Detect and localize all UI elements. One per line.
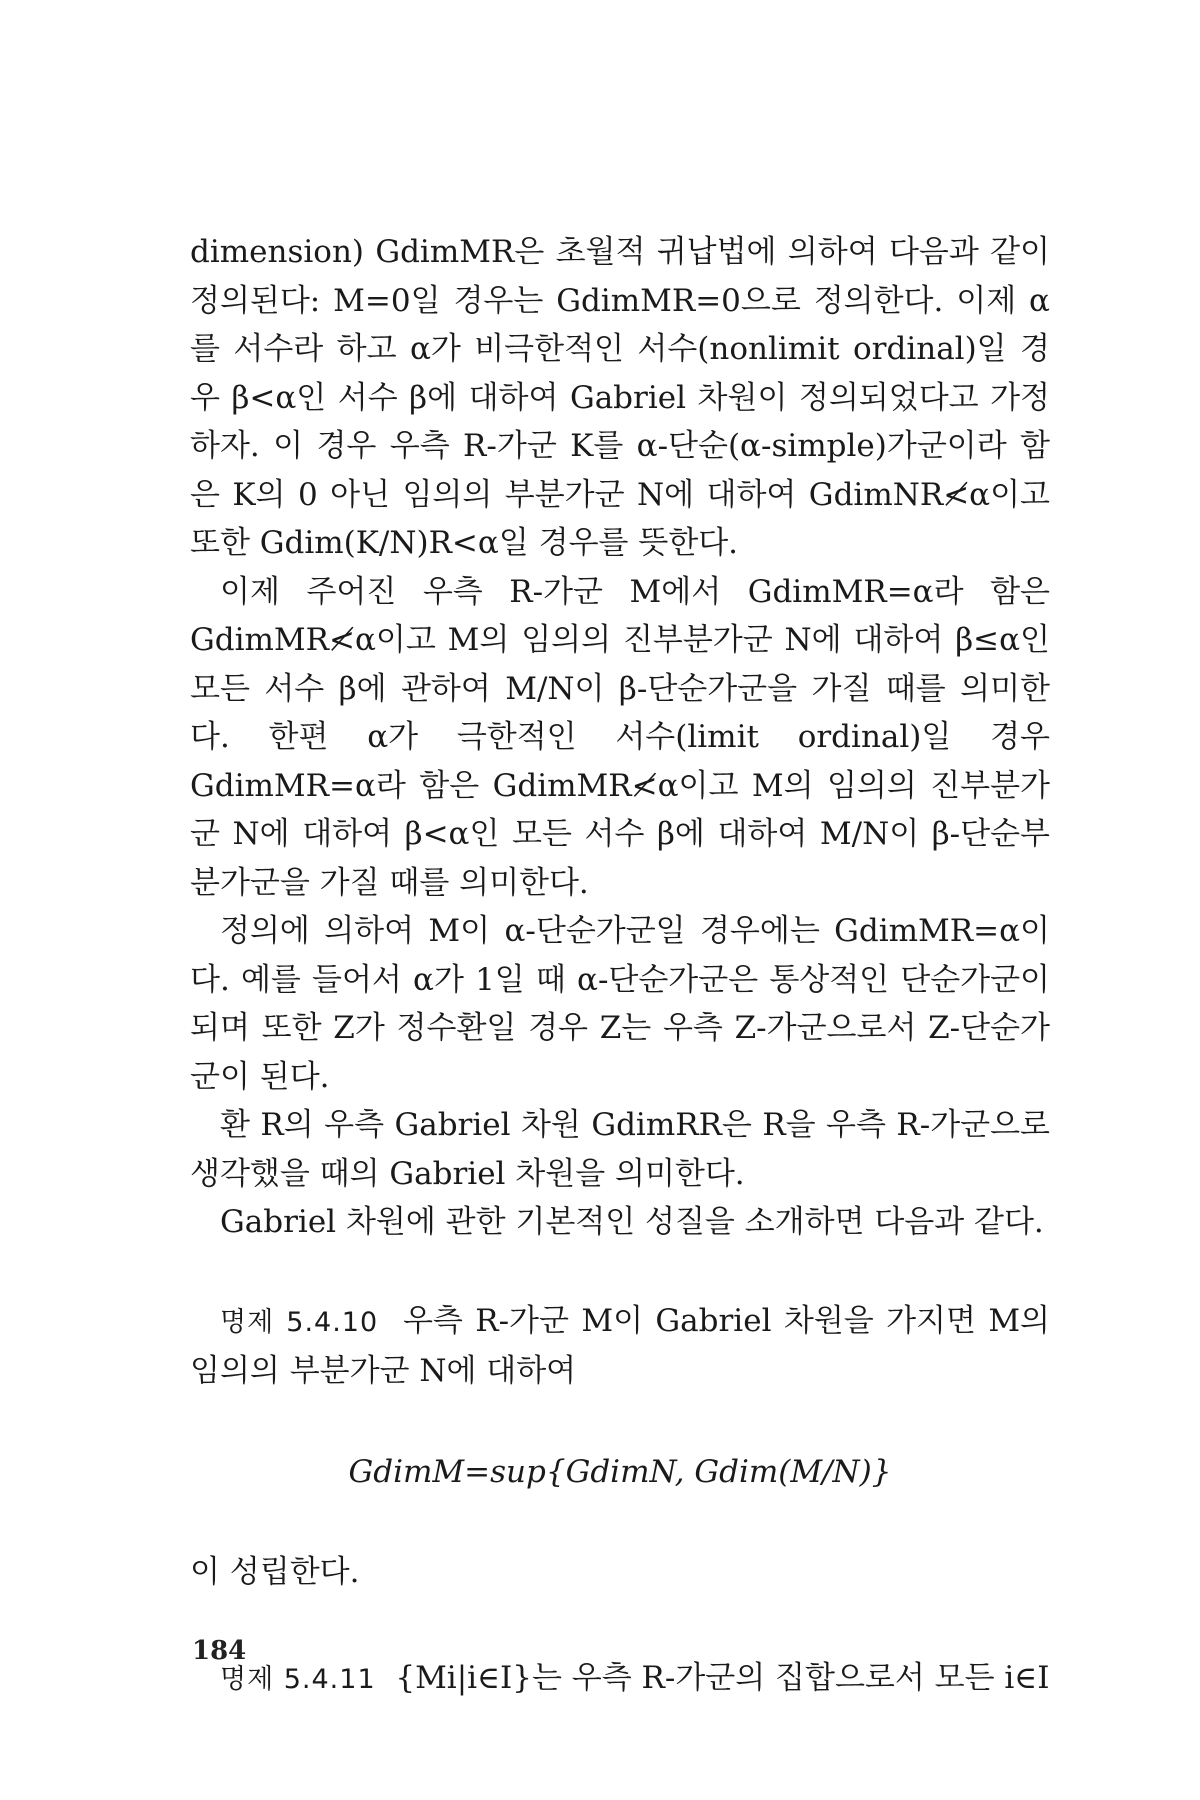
- proposition-label: 명제 5.4.11: [220, 1663, 376, 1695]
- proposition-5-4-10: [190, 1297, 1050, 1396]
- paragraph-intro-properties: Gabriel 차원에 관한 기본적인 성질을 소개하면 다음과 같다.: [220, 1204, 1044, 1240]
- paragraph-example: 정의에 의하여 M이 α-단순가군일 경우에는 GdimMR=α이다. 예를 들어서 α가 1일 때 α-단순가군은 통상적인 단순가군이 되며 또한 Z가 정수환일 경우 Z는 우측 Z-가군으로서 Z-단순가군이 된다.: [190, 913, 1050, 1095]
- proposition-text: 우측 R-가군 M이 Gabriel 차원을 가지면 M의 임의의 부분가군 N에 대하여: [190, 1302, 1051, 1389]
- paragraph-ring-dimension: 환 R의 우측 Gabriel 차원 GdimRR은 R을 우측 R-가군으로 생각했을 때의 Gabriel 차원을 의미한다.: [190, 1107, 1050, 1192]
- page-number: 184: [192, 1636, 247, 1666]
- page-body: [190, 228, 1050, 1704]
- proposition-text: {Mi|i∈I}는 우측 R-가군의 집합으로서 모든 i∈I: [395, 1659, 1050, 1696]
- paragraph-gdim-definition: 이제 주어진 우측 R-가군 M에서 GdimMR=α라 함은 GdimMR≮α이고 M의 임의의 진부분가군 N에 대하여 β≤α인 모든 서수 β에 관하여 M/N이 β-단순가군을 가질 때를 의미한다. 한편 α가 극한적인 서수(limit ordinal)일 경우 GdimMR=α라 함은 GdimMR≮α이고 M의 임의의 진부분가군 N에 대하여 β<α인 모든 서수 β에 대하여 M/N이 β-단순부분가군을 가질 때를 의미한다.: [190, 573, 1050, 901]
- formula-gdim-sup: GdimM=sup{GdimN, Gdim(M/N)}: [348, 1453, 892, 1490]
- proposition-conclusion: 이 성립한다.: [190, 1553, 360, 1590]
- proposition-label: 명제 5.4.10: [220, 1306, 379, 1338]
- proposition-5-4-11: [190, 1654, 1050, 1705]
- paragraph-definition: dimension) GdimMR은 초월적 귀납법에 의하여 다음과 같이 정의된다: M=0일 경우는 GdimMR=0으로 정의한다. 이제 α를 서수라 하고 α가 비극한적인 서수(nonlimit ordinal)일 경우 β<α인 서수 β에 대하여 Gabriel 차원이 정의되었다고 가정하자. 이 경우 우측 R-가군 K를 α-단순(α-simple)가군이라 함은 K의 0 아닌 임의의 부분가군 N에 대하여 GdimNR≮α이고 또한 Gdim(K/N)R<α일 경우를 뜻한다.: [190, 234, 1050, 561]
